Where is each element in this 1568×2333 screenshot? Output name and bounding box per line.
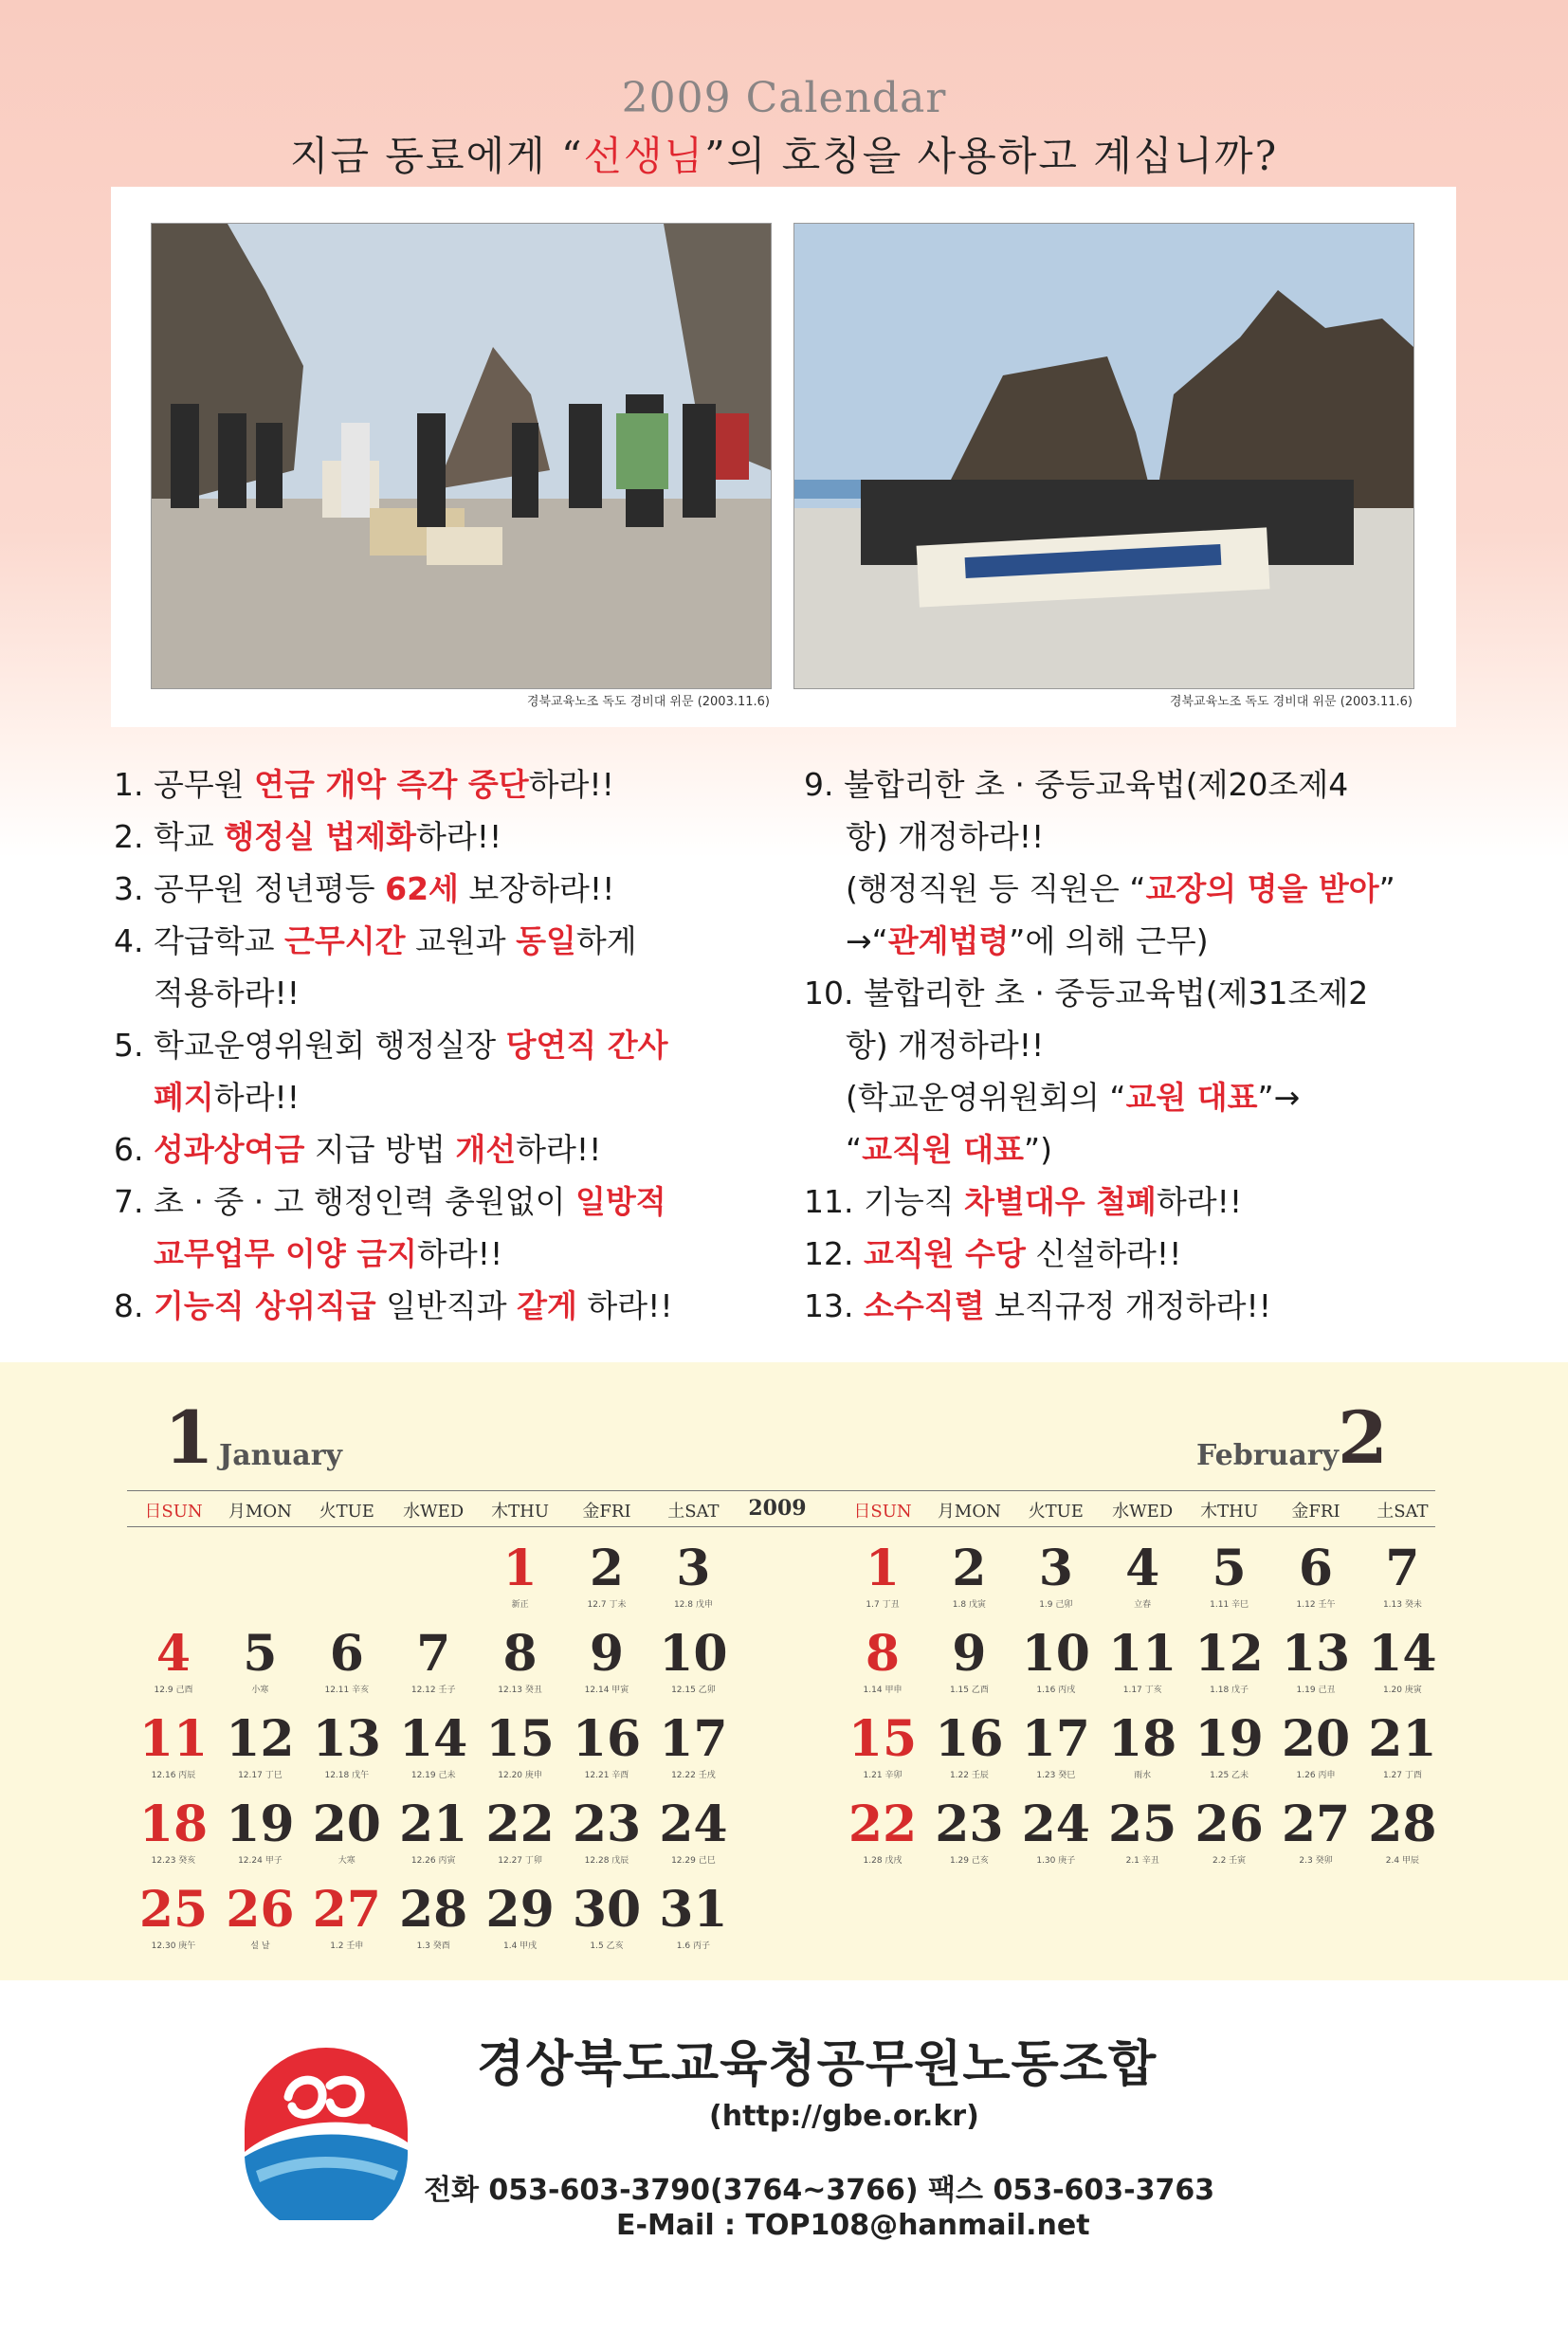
demand-text: 항) 개정하라!!	[846, 818, 1045, 855]
lunar-date: 12.18 戊午	[324, 1771, 370, 1780]
calendar-day: 23	[935, 1795, 1004, 1853]
demand-text: 11. 기능직	[804, 1183, 965, 1220]
calendar-day: 20	[1281, 1710, 1351, 1768]
calendar-day: 19	[1194, 1710, 1264, 1768]
question-part-2: ”의 호칭을 사용하고 계십니까?	[704, 133, 1279, 179]
demand-line	[114, 967, 673, 1019]
lunar-date: 1.19 己丑	[1296, 1686, 1336, 1695]
demand-line	[114, 915, 673, 967]
lunar-date: 1.13 癸未	[1382, 1600, 1422, 1610]
lunar-date: 12.13 癸丑	[498, 1686, 542, 1695]
demand-text: 9. 불합리한 초 · 중등교육법(제20조제4	[804, 766, 1349, 803]
lunar-date: 1.21 辛卯	[863, 1771, 903, 1780]
demand-highlight: 관계법령	[887, 922, 1010, 959]
demand-text: 하게	[575, 922, 637, 959]
demand-text: 하라!!	[1156, 1183, 1243, 1220]
calendar-day: 22	[848, 1795, 918, 1853]
demand-text: 13.	[804, 1287, 864, 1324]
lunar-date: 小寒	[251, 1686, 269, 1695]
demand-text: “	[846, 1131, 863, 1168]
calendar-day: 22	[485, 1795, 555, 1853]
calendar-year-title: 2009 Calendar	[621, 74, 947, 122]
lunar-date: 1.20 庚寅	[1382, 1686, 1422, 1695]
photo-panel	[111, 187, 1456, 727]
weekday-header: 火TUE	[319, 1502, 374, 1522]
calendar-day: 27	[312, 1881, 381, 1939]
demands-list-left	[114, 758, 673, 1332]
lunar-date: 12.23 癸亥	[151, 1856, 196, 1866]
calendar-day: 3	[676, 1540, 711, 1597]
demand-text: 8.	[114, 1287, 154, 1324]
lunar-date: 12.8 戊申	[673, 1600, 713, 1610]
question-highlight: 선생님	[583, 133, 705, 179]
demand-text: 보장하라!!	[458, 870, 615, 907]
lunar-date: 12.19 己未	[410, 1771, 456, 1780]
demand-highlight: 폐지	[154, 1079, 214, 1116]
lunar-date: 12.28 戊辰	[584, 1856, 629, 1866]
lunar-date: 1.9 己卯	[1039, 1600, 1073, 1610]
lunar-date: 12.17 丁巳	[238, 1771, 283, 1780]
calendar-day: 26	[1194, 1795, 1264, 1853]
lunar-date: 12.9 己酉	[154, 1686, 193, 1695]
lunar-date: 1.17 丁亥	[1122, 1686, 1162, 1695]
lunar-date: 12.21 辛酉	[584, 1771, 629, 1780]
demand-text: 항) 개정하라!!	[846, 1027, 1045, 1064]
demand-text: 하라!!	[213, 1079, 300, 1116]
demand-highlight: 일방적	[575, 1183, 666, 1220]
lunar-date: 12.22 壬戌	[671, 1771, 716, 1780]
lunar-date: 12.11 辛亥	[324, 1686, 370, 1695]
demand-line	[114, 1019, 673, 1071]
demand-text: 하라!!	[417, 1235, 503, 1272]
calendar-day: 1	[502, 1540, 538, 1597]
weekday-header: 土SAT	[1377, 1502, 1429, 1522]
calendar-day: 24	[659, 1795, 728, 1853]
demand-highlight: 교무업무 이양 금지	[154, 1235, 418, 1272]
demand-highlight: 교장의 명을 받아	[1145, 870, 1379, 907]
demand-text: ”	[1378, 870, 1395, 907]
calendar-day: 15	[848, 1710, 918, 1768]
month-number-january: 1	[164, 1395, 214, 1480]
demand-text: ”에 의해 근무)	[1009, 922, 1209, 959]
photo-left-caption: 경북교육노조 독도 경비대 위문 (2003.11.6)	[526, 695, 770, 709]
demand-line	[804, 1176, 1395, 1228]
demand-line	[114, 863, 673, 915]
demand-line	[114, 1071, 673, 1123]
calendar-day: 10	[1021, 1625, 1090, 1683]
lunar-date: 12.29 己巳	[671, 1856, 716, 1866]
lunar-date: 12.24 甲子	[238, 1856, 283, 1866]
lunar-date: 1.27 丁酉	[1382, 1771, 1422, 1780]
demand-text: 신설하라!!	[1025, 1235, 1182, 1272]
demand-line	[804, 1228, 1395, 1280]
lunar-date: 1.26 丙申	[1296, 1771, 1336, 1780]
calendar-day: 13	[312, 1710, 381, 1768]
demand-highlight: 교원 대표	[1125, 1079, 1258, 1116]
calendar-day: 9	[952, 1625, 987, 1683]
demand-text: 보직규정 개정하라!!	[984, 1287, 1271, 1324]
demand-line	[804, 863, 1395, 915]
demand-text: 5. 학교운영위원회 행정실장	[114, 1027, 506, 1064]
calendar-day: 14	[399, 1710, 468, 1768]
lunar-date: 1.14 甲申	[863, 1686, 903, 1695]
calendar-day: 17	[659, 1710, 728, 1768]
demand-line	[804, 1123, 1395, 1176]
weekday-header: 月MON	[228, 1502, 292, 1522]
weekday-header: 日SUN	[853, 1502, 912, 1522]
website-url[interactable]: (http://gbe.or.kr)	[709, 2100, 979, 2133]
lunar-date: 2.4 甲辰	[1385, 1856, 1419, 1866]
demand-text: 4. 각급학교	[114, 922, 284, 959]
weekday-header: 日SUN	[144, 1502, 203, 1522]
demand-text: 2. 학교	[114, 818, 225, 855]
calendar-day: 18	[1108, 1710, 1177, 1768]
demand-line	[804, 1280, 1395, 1332]
month-number-february: 2	[1338, 1395, 1388, 1480]
lunar-date: 立春	[1134, 1600, 1152, 1610]
calendar-day: 5	[243, 1625, 278, 1683]
lunar-date: 1.7 丁丑	[866, 1600, 900, 1610]
lunar-date: 1.3 癸酉	[416, 1941, 450, 1951]
calendar-day: 16	[935, 1710, 1004, 1768]
calendar-day: 19	[226, 1795, 295, 1853]
question-part-1: 지금 동료에게 “	[289, 133, 584, 179]
demand-highlight: 교직원 대표	[862, 1131, 1024, 1168]
demand-line	[114, 811, 673, 863]
demand-highlight: 같게	[517, 1287, 577, 1324]
lunar-date: 12.16 丙辰	[151, 1771, 196, 1780]
calendar-day: 10	[659, 1625, 728, 1683]
demand-text: 6.	[114, 1131, 154, 1168]
demand-text: 10. 불합리한 초 · 중등교육법(제31조제2	[804, 975, 1369, 1012]
lunar-date: 1.4 甲戌	[503, 1941, 538, 1951]
lunar-date: 2.2 壬寅	[1212, 1856, 1247, 1866]
lunar-date: 1.8 戊寅	[952, 1600, 986, 1610]
calendar-day: 17	[1021, 1710, 1090, 1768]
calendar-day: 31	[659, 1881, 728, 1939]
demand-highlight: 행정실 법제화	[224, 818, 416, 855]
lunar-date: 1.12 壬午	[1296, 1600, 1336, 1610]
demand-line	[804, 915, 1395, 967]
demand-text: →“	[846, 922, 888, 959]
lunar-date: 1.2 壬申	[330, 1941, 364, 1951]
lunar-date: 1.15 乙酉	[949, 1686, 989, 1695]
calendar-day: 3	[1038, 1540, 1073, 1597]
header-question	[0, 125, 1568, 182]
lunar-date: 1.11 辛巳	[1210, 1600, 1249, 1610]
calendar-day: 25	[1108, 1795, 1177, 1853]
calendar-day: 20	[312, 1795, 381, 1853]
calendar-day: 5	[1212, 1540, 1247, 1597]
demand-line	[804, 1019, 1395, 1071]
organization-name: 경상북도교육청공무원노동조합	[477, 2036, 1158, 2093]
calendar-day: 29	[485, 1881, 555, 1939]
demand-text: 하라!!	[576, 1287, 673, 1324]
lunar-date: 1.28 戊戌	[863, 1856, 903, 1866]
demand-highlight: 개선	[455, 1131, 517, 1168]
calendar-day: 21	[1368, 1710, 1437, 1768]
lunar-date: 2.1 辛丑	[1125, 1856, 1159, 1866]
lunar-date: 12.30 庚午	[151, 1941, 196, 1951]
demand-highlight: 소수직렬	[863, 1287, 985, 1324]
photo-left	[151, 223, 772, 689]
demand-line	[114, 1280, 673, 1332]
calendar-day: 30	[572, 1881, 642, 1939]
lunar-date: 1.22 壬辰	[949, 1771, 989, 1780]
calendar-year: 2009	[748, 1496, 807, 1521]
weekday-header: 水WED	[1112, 1502, 1174, 1522]
weekday-header: 火TUE	[1028, 1502, 1084, 1522]
calendar-day: 16	[572, 1710, 642, 1768]
lunar-date: 1.23 癸巳	[1036, 1771, 1076, 1780]
lunar-date: 大寒	[337, 1856, 356, 1866]
weekday-header: 金FRI	[582, 1502, 631, 1522]
calendar-day: 4	[155, 1625, 191, 1683]
demand-highlight: 근무시간	[283, 922, 406, 959]
weekday-header: 木THU	[1200, 1502, 1259, 1522]
lunar-date: 12.20 庚申	[498, 1771, 542, 1780]
lunar-date: 雨水	[1134, 1771, 1152, 1780]
lunar-date: 12.27 丁卯	[498, 1856, 542, 1866]
calendar-day: 8	[865, 1625, 901, 1683]
phone-fax: 전화 053-603-3790(3764~3766) 팩스 053-603-3763	[424, 2174, 1215, 2207]
calendar-day: 7	[1385, 1540, 1420, 1597]
lunar-date: 설 날	[250, 1941, 270, 1951]
calendar-day: 23	[572, 1795, 642, 1853]
lunar-date: 1.18 戊子	[1210, 1686, 1249, 1695]
demand-text: 교원과	[405, 922, 517, 959]
lunar-date: 1.29 己亥	[949, 1856, 989, 1866]
demand-line	[804, 758, 1395, 811]
demand-line	[804, 811, 1395, 863]
lunar-date: 12.26 丙寅	[410, 1856, 456, 1866]
demand-text: (행정직원 등 직원은 “	[846, 870, 1146, 907]
demand-text: 일반직과	[375, 1287, 518, 1324]
demand-highlight: 차별대우 철폐	[964, 1183, 1157, 1220]
demand-text: 12.	[804, 1235, 864, 1272]
demand-highlight: 62세	[385, 870, 459, 907]
lunar-date: 1.6 丙子	[676, 1941, 710, 1951]
calendar-day: 27	[1281, 1795, 1351, 1853]
photo-left-image	[152, 224, 771, 688]
demand-line	[114, 1176, 673, 1228]
calendar-day: 6	[1298, 1540, 1334, 1597]
calendar-day: 12	[226, 1710, 295, 1768]
demand-line	[114, 1123, 673, 1176]
calendar-day: 18	[138, 1795, 209, 1853]
calendar-day: 4	[1125, 1540, 1160, 1597]
calendar-weekday-rule	[127, 1526, 1435, 1527]
calendar-day: 14	[1368, 1625, 1437, 1683]
demand-text: 7. 초 · 중 · 고 행정인력 충원없이	[114, 1183, 576, 1220]
email-address[interactable]: E-Mail : TOP108@hanmail.net	[616, 2209, 1090, 2242]
calendar-day: 8	[502, 1625, 538, 1683]
lunar-date: 1.25 乙未	[1210, 1771, 1249, 1780]
lunar-date: 2.3 癸卯	[1299, 1856, 1333, 1866]
demand-highlight: 동일	[516, 922, 576, 959]
calendar-day: 9	[589, 1625, 625, 1683]
photo-right-image	[794, 224, 1413, 688]
photo-right	[793, 223, 1414, 689]
demand-text: 하라!!	[416, 818, 502, 855]
calendar-day: 28	[1368, 1795, 1437, 1853]
weekday-header: 土SAT	[667, 1502, 720, 1522]
photo-right-caption: 경북교육노조 독도 경비대 위문 (2003.11.6)	[1169, 695, 1413, 709]
demand-highlight: 당연직 간사	[505, 1027, 668, 1064]
demand-text: 적용하라!!	[154, 975, 300, 1012]
demand-line	[114, 758, 673, 811]
demand-text: 지급 방법	[304, 1131, 456, 1168]
calendar-day: 2	[952, 1540, 987, 1597]
demand-text: 하라!!	[516, 1131, 602, 1168]
month-name-february: February	[1196, 1439, 1340, 1472]
calendar-day: 11	[138, 1710, 209, 1768]
demand-highlight: 연금 개악 즉각 중단	[254, 766, 529, 803]
weekday-header: 木THU	[491, 1502, 550, 1522]
calendar-day: 1	[865, 1540, 901, 1597]
lunar-date: 12.14 甲寅	[584, 1686, 629, 1695]
calendar-day: 11	[1108, 1625, 1177, 1683]
demand-text: ”→	[1257, 1079, 1301, 1116]
demand-text: (학교운영위원회의 “	[846, 1079, 1126, 1116]
lunar-date: 12.15 乙卯	[671, 1686, 716, 1695]
calendar-day: 25	[138, 1881, 209, 1939]
calendar-top-rule	[127, 1490, 1435, 1491]
calendar-day: 28	[399, 1881, 468, 1939]
weekday-header: 金FRI	[1291, 1502, 1340, 1522]
lunar-date: 1.5 乙亥	[590, 1941, 624, 1951]
demand-line	[114, 1228, 673, 1280]
lunar-date: 新正	[511, 1600, 529, 1610]
lunar-date: 1.30 庚子	[1036, 1856, 1076, 1866]
calendar-day: 21	[399, 1795, 468, 1853]
demand-highlight: 성과상여금	[153, 1131, 305, 1168]
demand-line	[804, 1071, 1395, 1123]
calendar-day: 13	[1281, 1625, 1351, 1683]
demand-highlight: 기능직 상위직급	[153, 1287, 376, 1324]
lunar-date: 12.12 壬子	[410, 1686, 456, 1695]
demand-text: ”)	[1024, 1131, 1052, 1168]
calendar-day: 6	[329, 1625, 364, 1683]
weekday-header: 月MON	[937, 1502, 1001, 1522]
demand-highlight: 교직원 수당	[863, 1235, 1026, 1272]
lunar-date: 1.16 丙戌	[1036, 1686, 1076, 1695]
demand-text: 3. 공무원 정년평등	[114, 870, 386, 907]
calendar-day: 12	[1194, 1625, 1264, 1683]
calendar-day: 26	[226, 1881, 295, 1939]
demand-line	[804, 967, 1395, 1019]
calendar-day: 7	[416, 1625, 451, 1683]
calendar-day: 24	[1021, 1795, 1090, 1853]
month-name-january: January	[219, 1439, 342, 1472]
union-logo	[235, 2038, 417, 2220]
weekday-header: 水WED	[403, 1502, 465, 1522]
demand-text: 1. 공무원	[114, 766, 255, 803]
calendar-day: 15	[485, 1710, 555, 1768]
demand-text: 하라!!	[528, 766, 614, 803]
lunar-date: 12.7 丁未	[587, 1600, 627, 1610]
calendar-day: 2	[589, 1540, 625, 1597]
demands-list-right	[804, 758, 1395, 1332]
